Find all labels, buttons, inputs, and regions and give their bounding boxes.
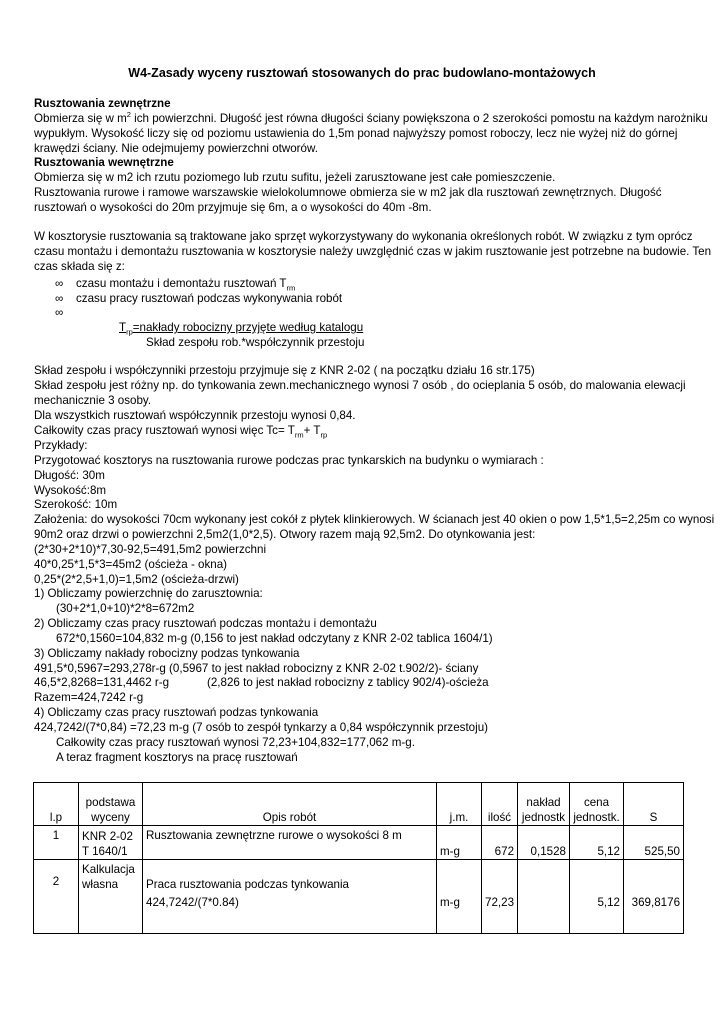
row-1-cena: 5,12 [570,826,624,860]
internal-text-line-2: Rusztowania rurowe i ramowe warszawskie wielokolumnowe obmierza sie w m2 jak dla rusztowań zewnętrznych. Długość [34,186,662,199]
body-line-p8: Długość: 30m [34,469,105,482]
external-text-line-3: krawędzi ściany. Nie odejmujemy powierzchni otworów. [34,142,318,155]
cost-paragraph-line-1: W kosztorysie rusztowania są traktowane jako sprzęt wykorzystywany do wykonania określonych robót. W związku z tym oprócz [34,230,693,243]
step-3-total: Razem=424,7242 r-g [34,691,144,704]
body-line-p2: Skład zespołu jest różny np. do tynkowania zewn.mechanicznego wynosi 7 osób , do ocieplania 5 osób, do malowania elewacji [34,379,686,392]
body-line-p10: Szerokość: 10m [34,498,118,511]
body-line-p15: 0,25*(2*2,5+1,0)=1,5m2 (ościeża-drzwi) [34,573,239,586]
body-line-p11: Założenia: do wysokości 70cm wykonany jest cokół z płytek klinkierowych. W ścianach jest 40 okien o pow 1,5*1,5=2,25m co wynosi [34,513,715,526]
internal-text-line-1: Obmierza się w m2 ich rzutu poziomego lub rzutu sufitu, jeżeli zarusztowane jest całe pomieszczenie. [34,171,556,184]
row-2-cena: 5,12 [570,860,624,934]
table-row [34,826,684,860]
bullet-item-2: czasu pracy rusztowań podczas wykonywania robót [76,292,343,305]
formula-denominator: Skład zespołu rob.*współczynnik przestoju [146,336,365,349]
cost-paragraph-line-3: czas składa się z: [34,260,125,273]
cost-paragraph-line-2: czasu montażu i demontażu rusztowania w kosztorysie należy uwzględnić czas w jakim rusztowanie jest potrzebne na budowie. Ten [34,245,712,258]
step-3: 3) Obliczamy nakłady robocizny podzas tynkowania [34,647,300,660]
row-2-ilosc: 72,23 [482,860,518,934]
header-opis: Opis robót [143,783,437,826]
table-header-row [34,783,684,826]
step-1-calc: (30+2*1,0+10)*2*8=672m2 [56,602,195,615]
row-1-naklad: 0,1528 [518,826,570,860]
body-line-p3: mechanicznie 3 osoby. [34,394,152,407]
body-line-p1: Skład zespołu i współczynniki przestoju przyjmuje się z KNR 2-02 ( na początku działu 16 str.175) [34,364,535,377]
header-cena: cena jednostk. [570,783,624,826]
body-line-p7: Przygotować kosztorys na rusztowania rurowe podczas prac tynkarskich na budynku o wymiarach : [34,454,544,467]
header-naklad: nakład jednostk [518,783,570,826]
step-1: 1) Obliczamy powierzchnię do zarusztownia: [34,587,263,600]
row-2-lp: 2 [34,860,79,934]
row-1-lp: 1 [34,826,79,860]
table-row [34,860,684,934]
bullet-symbol-1: ∞ [55,277,64,290]
header-ilosc: ilość [482,783,518,826]
step-3-calc-reveals-note: (2,826 to jest nakład robocizny z tablicy 902/4)-ościeża [207,676,489,689]
bullet-symbol-2: ∞ [55,292,64,305]
row-1-podstawa: KNR 2-02 T 1640/1 [79,826,143,860]
step-4: 4) Obliczamy czas pracy rusztowań podzas tynkowania [34,706,319,719]
header-podstawa: podstawa wyceny [79,783,143,826]
header-s: S [624,783,684,826]
row-2-podstawa: Kalkulacja własna [79,860,143,934]
row-1-opis: Rusztowania zewnętrzne rurowe o wysokości 8 m [143,826,437,860]
step-4-total: Całkowity czas pracy rusztowań wynosi 72,23+104,832=177,062 m-g. [56,736,415,749]
step-3-calc-walls: 491,5*0,5967=293,278r-g (0,5967 to jest nakład robocizny z KNR 2-02 t.902/2)- ściany [34,662,479,675]
external-text-line-2: wypukłym. Wysokość liczy się od poziomu ustawienia do 1,5m ponad najwyższy pomost roboczy, lecz nie wyżej niż do górnej [34,127,678,140]
document-title: W4-Zasady wyceny rusztowań stosowanych do prac budowlano-montażowych [128,66,596,80]
row-2-naklad [518,860,570,934]
internal-scaffolding-heading: Rusztowania wewnętrzne [34,156,174,169]
body-line-p4: Dla wszystkich rusztowań współczynnik przestoju wynosi 0,84. [34,409,356,422]
row-1-s: 525,50 [624,826,684,860]
body-line-p13: (2*30+2*10)*7,30-92,5=491,5m2 powierzchni [34,543,267,556]
step-4-calc: 424,7242/(7*0,84) =72,23 m-g (7 osób to zespół tynkarzy a 0,84 współczynnik przestoju) [34,721,489,734]
header-jm: j.m. [437,783,482,826]
step-3-calc-reveals: 46,5*2,8268=131,4462 r-g [34,676,170,689]
body-line-p14: 40*0,25*1,5*3=45m2 (ościeża - okna) [34,558,228,571]
body-line-p5: Całkowity czas pracy rusztowań wynosi więc $Tc= T_{rm}+ T_{rp}$ [34,424,328,440]
body-line-p9: Wysokość:8m [34,484,107,497]
step-2: 2) Obliczamy czas pracy rusztowań podczas montażu i demontażu [34,617,377,630]
bullet-symbol-3: ∞ [55,306,64,319]
row-1-jm: m-g [437,826,482,860]
cost-estimate-table [33,782,684,934]
internal-text-line-3: rusztowań o wysokości do 20m przyjmuje się 6m, a o wysokości do 40m -8m. [34,201,432,214]
step-4-intro-table: A teraz fragment kosztorys na pracę rusztowań [56,751,298,764]
row-2-opis: Praca rusztowania podczas tynkowania 424,7242/(7*0.84) [143,860,437,934]
body-line-p6: Przykłady: [34,439,88,452]
external-text-line-1: Obmierza się w $m^2$ ich powierzchni. Długość jest równa długości ściany powiększona o 2 szerokości pomostu na każdym narożniku [34,110,708,125]
header-lp: l.p [34,783,79,826]
row-2-jm: m-g [437,860,482,934]
row-2-s: 369,8176 [624,860,684,934]
body-line-p12: 90m2 oraz drzwi o powierzchni 2,5m2(1,0*2,5). Otwory razem mają 92,5m2. Do otynkowania jest: [34,528,536,541]
step-2-calc: 672*0,1560=104,832 m-g (0,156 to jest nakład odczytany z KNR 2-02 tablica 1604/1) [56,632,493,645]
formula-numerator: $T_{rp}=nakłady$ robocizny przyjęte według katalogu [119,321,364,337]
bullet-item-1: czasu montażu i demontażu rusztowań $T_{rm}$ [76,277,296,293]
external-scaffolding-heading: Rusztowania zewnętrzne [34,97,171,110]
row-1-ilosc: 672 [482,826,518,860]
